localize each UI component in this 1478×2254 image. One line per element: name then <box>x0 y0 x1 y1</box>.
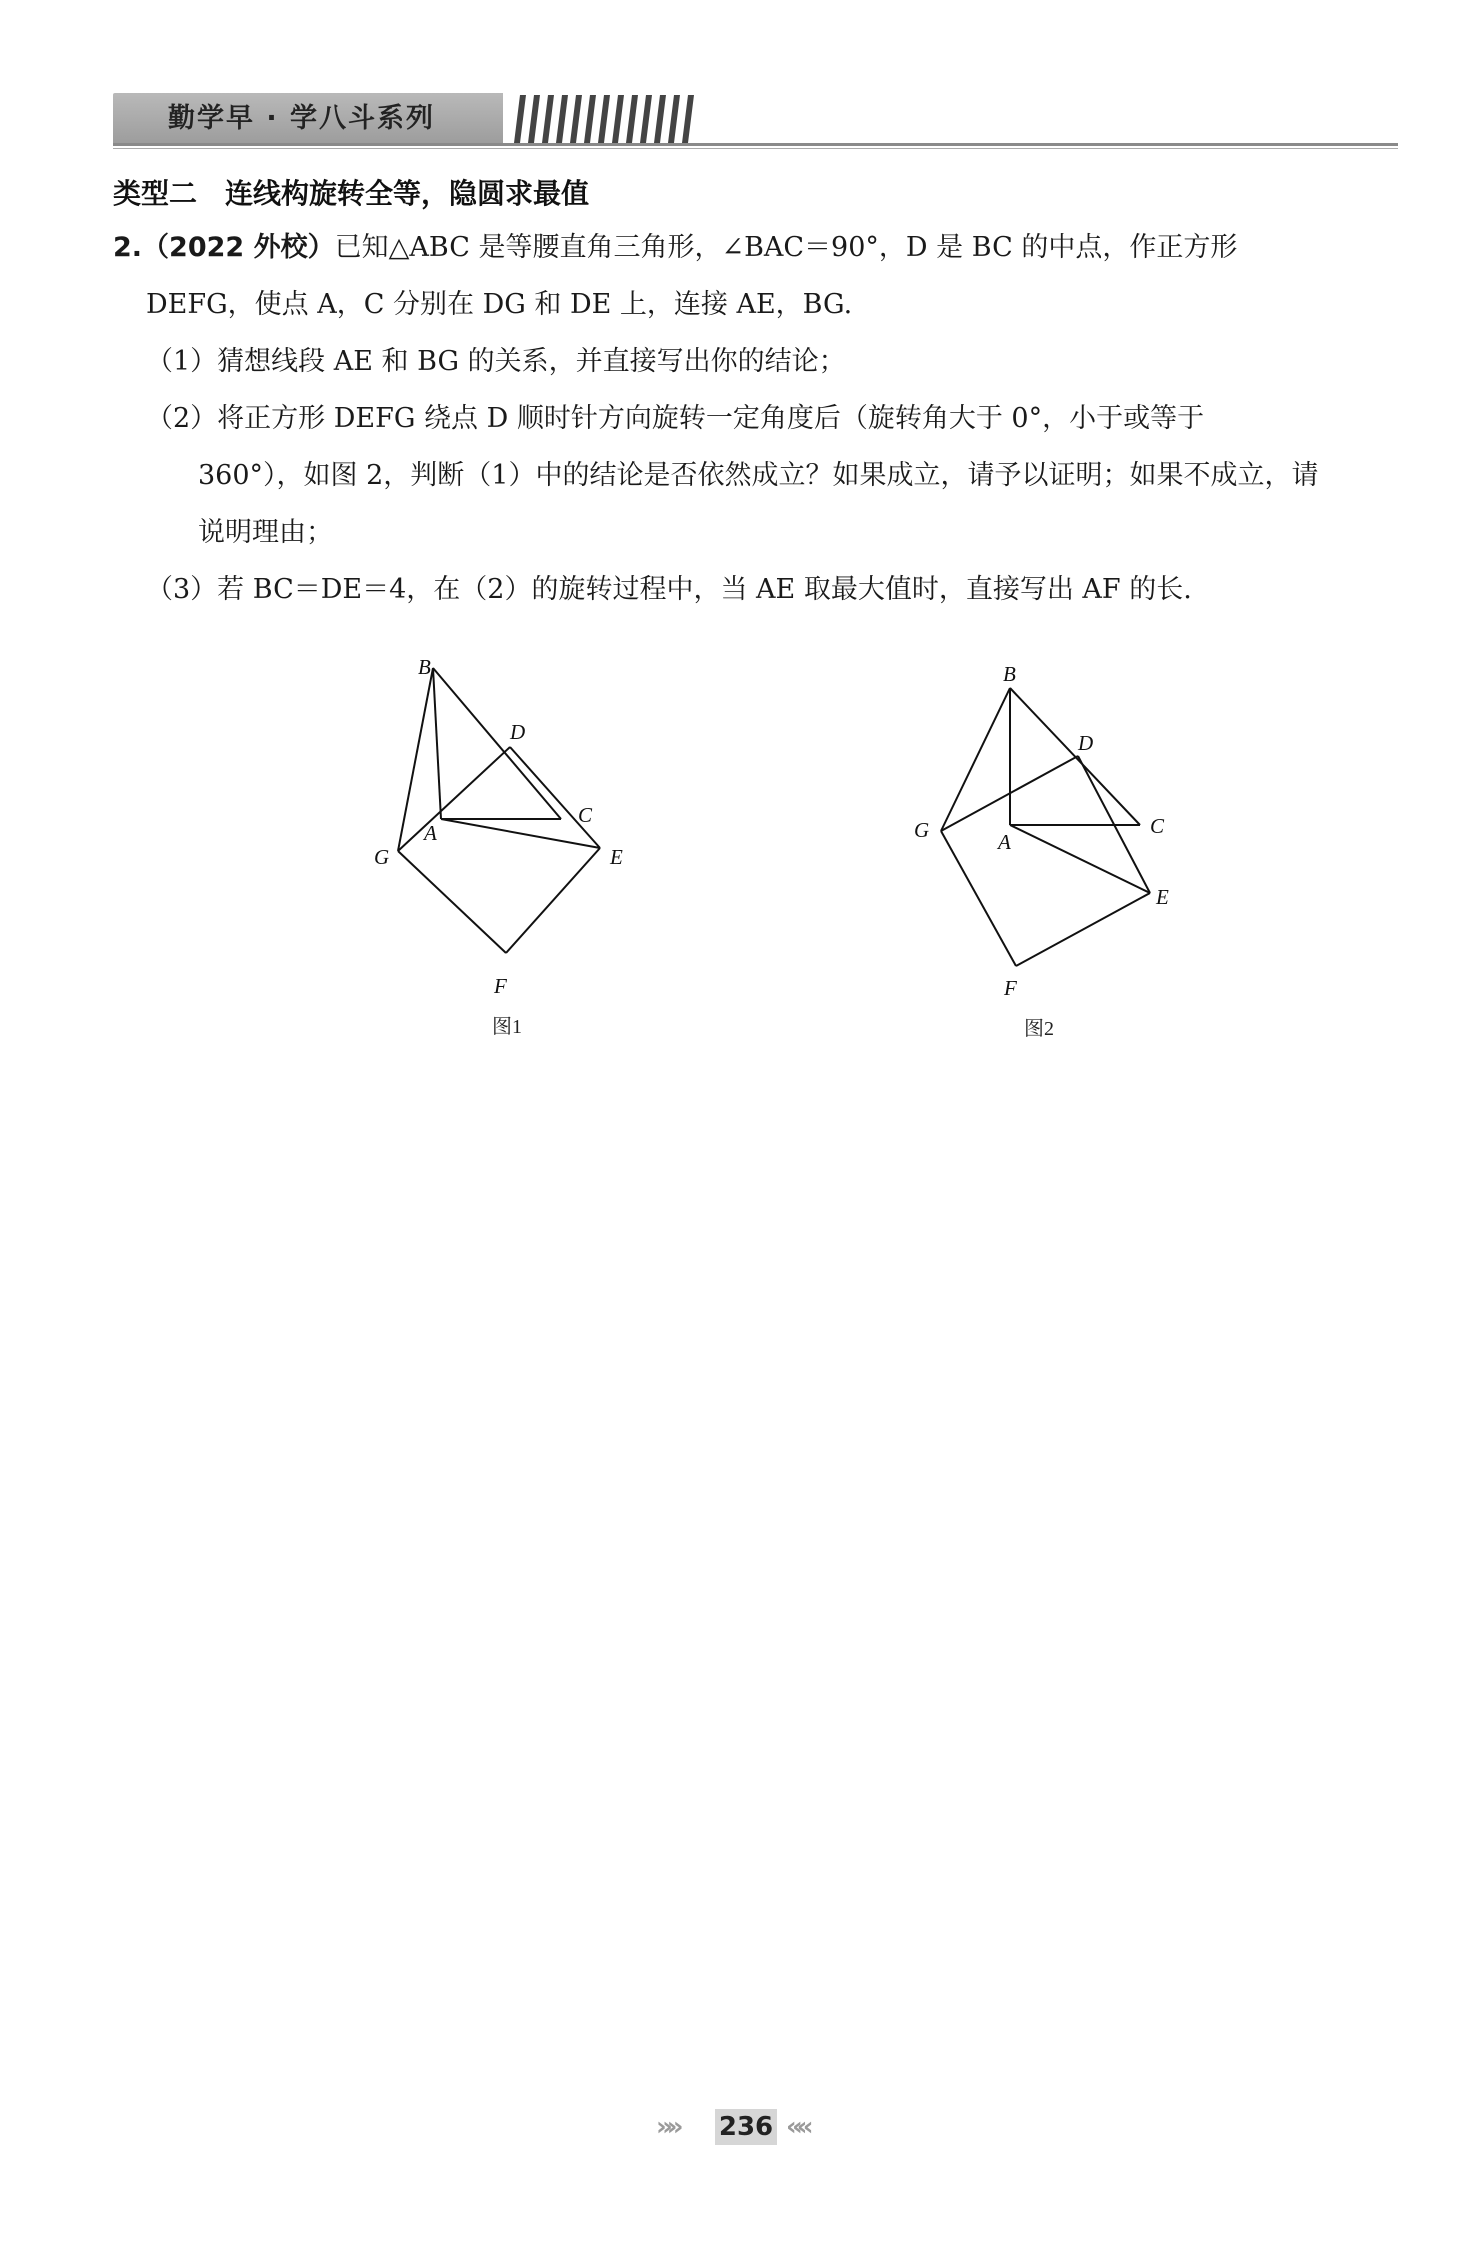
question-part-2-line-1: （2）将正方形 DEFG 绕点 D 顺时针方向旋转一定角度后（旋转角大于 0°，小于或等于 <box>146 403 1205 434</box>
fig2-label-A: A <box>998 830 1011 854</box>
figure-1-diagram <box>360 650 680 1010</box>
question-part-3: （3）若 BC＝DE＝4，在（2）的旋转过程中，当 AE 取最大值时，直接写出 AF 的长. <box>146 574 1192 605</box>
figure-1 <box>360 650 680 1010</box>
header-rule-thin <box>113 148 1398 149</box>
fig1-label-E: E <box>610 845 623 869</box>
fig2-label-F: F <box>1004 976 1017 1000</box>
fig2-label-E: E <box>1156 885 1169 909</box>
section-title: 类型二 连线构旋转全等，隐圆求最值 <box>113 177 590 210</box>
fig2-label-D: D <box>1078 731 1094 755</box>
fig1-label-B: B <box>418 655 431 679</box>
fig1-label-G: G <box>374 845 390 869</box>
fig1-label-A: A <box>424 821 437 845</box>
footer-chevrons-left: »» <box>656 2112 678 2142</box>
running-header <box>113 93 1398 148</box>
figure-2 <box>900 655 1200 1015</box>
fig1-label-F: F <box>494 974 507 998</box>
fig1-label-D: D <box>510 720 526 744</box>
fig1-label-C: C <box>578 803 593 827</box>
question-part-1: （1）猜想线段 AE 和 BG 的关系，并直接写出你的结论； <box>146 346 846 377</box>
question-part-2-line-3: 说明理由； <box>198 517 333 548</box>
footer-chevrons-right: «« <box>786 2112 808 2142</box>
fig2-label-G: G <box>914 818 930 842</box>
figure-2-caption: 图2 <box>1024 1018 1054 1040</box>
header-rule-thick <box>113 143 1398 146</box>
page-footer <box>650 2107 840 2147</box>
fig2-label-C: C <box>1150 814 1165 838</box>
header-stripes-decoration <box>508 93 808 145</box>
question-source: （2022 外校） <box>142 232 335 263</box>
fig2-label-B: B <box>1003 662 1016 686</box>
question-line-1 <box>113 228 1237 268</box>
series-title: 勤学早 · 学八斗系列 <box>168 103 436 134</box>
figure-1-caption: 图1 <box>492 1016 522 1038</box>
page-number: 236 <box>715 2109 777 2145</box>
figure-2-diagram <box>900 655 1200 1015</box>
question-stem-2: DEFG，使点 A，C 分别在 DG 和 DE 上，连接 AE，BG. <box>146 289 853 320</box>
question-part-2-line-2: 360°），如图 2，判断（1）中的结论是否依然成立？如果成立，请予以证明；如果不成立，请 <box>198 460 1319 491</box>
question-number: 2. <box>113 232 143 263</box>
question-stem-1: 已知△ABC 是等腰直角三角形，∠BAC＝90°，D 是 BC 的中点，作正方形 <box>334 232 1238 263</box>
